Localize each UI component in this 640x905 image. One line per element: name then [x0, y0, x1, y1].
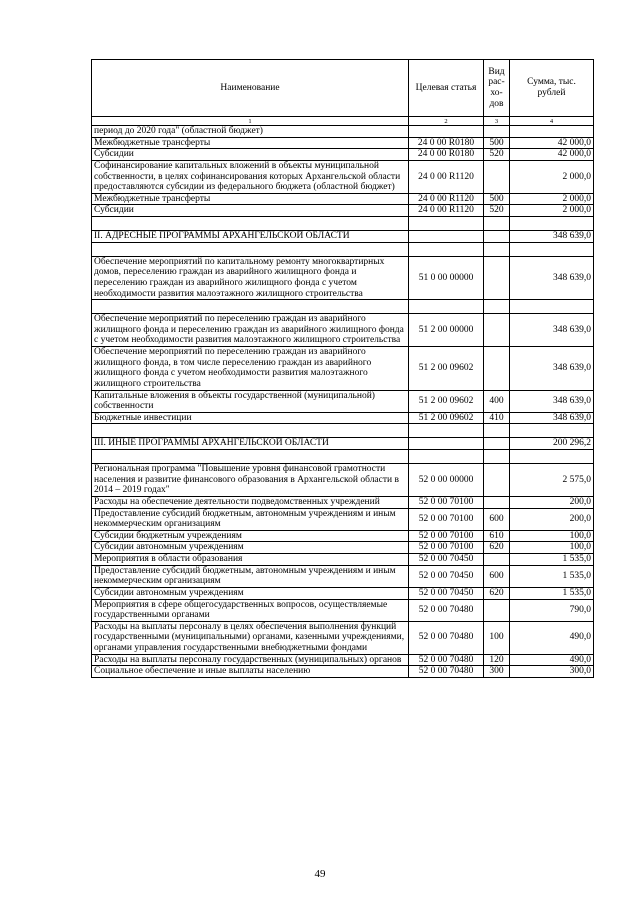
row-article	[409, 242, 484, 256]
row-name: Межбюджетные трансферты	[92, 193, 409, 205]
row-name	[92, 300, 409, 314]
row-name	[92, 217, 409, 231]
row-article	[409, 126, 484, 138]
table-row	[92, 496, 594, 508]
row-expense-type: 400	[484, 390, 510, 412]
row-article: 52 0 00 70450	[409, 554, 484, 566]
row-sum: 200,0	[510, 508, 594, 530]
row-expense-type: 620	[484, 587, 510, 599]
row-sum: 1 535,0	[510, 587, 594, 599]
row-sum: 42 000,0	[510, 137, 594, 149]
row-expense-type	[484, 231, 510, 243]
spacer-row	[92, 450, 594, 464]
row-name: Субсидии	[92, 149, 409, 161]
row-name	[92, 424, 409, 438]
row-expense-type: 620	[484, 542, 510, 554]
row-expense-type	[484, 256, 510, 300]
column-number: 2	[409, 117, 484, 126]
row-name	[92, 242, 409, 256]
table-row	[92, 542, 594, 554]
row-name: Региональная программа "Повышение уровня финансовой грамотности населения и развитие финансового образования в Архангельской области в 2014 – 2019 годах"	[92, 464, 409, 497]
row-expense-type: 120	[484, 654, 510, 666]
table-row	[92, 666, 594, 678]
row-article: 51 2 00 09602	[409, 347, 484, 391]
section-row	[92, 231, 594, 243]
row-sum: 200,0	[510, 496, 594, 508]
row-article	[409, 424, 484, 438]
row-article: 52 0 00 70100	[409, 542, 484, 554]
row-article: 52 0 00 70450	[409, 587, 484, 599]
row-expense-type: 600	[484, 565, 510, 587]
row-sum: 1 535,0	[510, 554, 594, 566]
row-article	[409, 450, 484, 464]
table-row	[92, 412, 594, 424]
row-name: Расходы на выплаты персоналу государственных (муниципальных) органов	[92, 654, 409, 666]
page-number: 49	[314, 868, 326, 880]
header-sum: Сумма, тыс. рублей	[510, 60, 594, 117]
row-sum	[510, 126, 594, 138]
row-expense-type	[484, 424, 510, 438]
row-name: Субсидии автономным учреждениям	[92, 587, 409, 599]
row-article: 24 0 00 R1120	[409, 205, 484, 217]
row-expense-type	[484, 160, 510, 193]
spacer-row	[92, 217, 594, 231]
row-article: 24 0 00 R1120	[409, 160, 484, 193]
row-article: 24 0 00 R0180	[409, 149, 484, 161]
row-sum: 790,0	[510, 599, 594, 621]
table-row	[92, 137, 594, 149]
row-article	[409, 217, 484, 231]
row-article: 51 0 00 00000	[409, 256, 484, 300]
row-sum: 200 296,2	[510, 438, 594, 450]
row-article	[409, 438, 484, 450]
row-article: 51 2 00 09602	[409, 390, 484, 412]
row-expense-type	[484, 438, 510, 450]
row-expense-type: 610	[484, 530, 510, 542]
row-name: Обеспечение мероприятий по переселению граждан из аварийного жилищного фонда, в том числе переселению граждан из аварийного жилищного фонда с учетом необходимости развития малоэтажного жилищного строительства	[92, 347, 409, 391]
spacer-row	[92, 242, 594, 256]
table-row	[92, 599, 594, 621]
row-name: Мероприятия в сфере общегосударственных вопросов, осуществляемые государственными органами	[92, 599, 409, 621]
row-name: III. ИНЫЕ ПРОГРАММЫ АРХАНГЕЛЬСКОЙ ОБЛАСТИ	[92, 438, 409, 450]
table-row	[92, 530, 594, 542]
row-sum: 300,0	[510, 666, 594, 678]
row-expense-type	[484, 450, 510, 464]
budget-table	[91, 59, 594, 678]
row-article: 52 0 00 70480	[409, 654, 484, 666]
row-expense-type	[484, 464, 510, 497]
row-expense-type	[484, 242, 510, 256]
row-sum: 100,0	[510, 530, 594, 542]
row-sum: 348 639,0	[510, 412, 594, 424]
row-article: 52 0 00 70100	[409, 530, 484, 542]
table-row	[92, 205, 594, 217]
row-name: Обеспечение мероприятий по капитальному ремонту многоквартирных домов, переселению граждан из аварийного жилищного фонда и переселению граждан из аварийного жилищного фонда с учетом необходимости развития малоэтажного жилищного строительства	[92, 256, 409, 300]
column-number: 1	[92, 117, 409, 126]
row-article: 52 0 00 00000	[409, 464, 484, 497]
row-name: II. АДРЕСНЫЕ ПРОГРАММЫ АРХАНГЕЛЬСКОЙ ОБЛАСТИ	[92, 231, 409, 243]
row-sum	[510, 300, 594, 314]
row-article: 52 0 00 70100	[409, 508, 484, 530]
row-expense-type: 300	[484, 666, 510, 678]
row-sum: 100,0	[510, 542, 594, 554]
row-expense-type: 500	[484, 137, 510, 149]
row-expense-type: 520	[484, 149, 510, 161]
row-sum: 2 575,0	[510, 464, 594, 497]
row-article: 51 2 00 09602	[409, 412, 484, 424]
row-name: Капитальные вложения в объекты государственной (муниципальной) собственности	[92, 390, 409, 412]
row-sum: 2 000,0	[510, 160, 594, 193]
row-article: 24 0 00 R0180	[409, 137, 484, 149]
row-name: Предоставление субсидий бюджетным, автономным учреждениям и иным некоммерческим организациям	[92, 565, 409, 587]
row-sum: 2 000,0	[510, 193, 594, 205]
row-name: Субсидии	[92, 205, 409, 217]
row-expense-type	[484, 126, 510, 138]
row-sum	[510, 242, 594, 256]
table-row	[92, 621, 594, 654]
row-expense-type: 100	[484, 621, 510, 654]
table-row	[92, 565, 594, 587]
table-row	[92, 160, 594, 193]
row-name: Расходы на выплаты персоналу в целях обеспечения выполнения функций государственными (муниципальными) органами, казенными учреждениями, органами управления государственными внебюджетными фондами	[92, 621, 409, 654]
table-row	[92, 193, 594, 205]
section-row	[92, 464, 594, 497]
row-sum: 2 000,0	[510, 205, 594, 217]
row-sum: 1 535,0	[510, 565, 594, 587]
row-expense-type	[484, 300, 510, 314]
table-row	[92, 126, 594, 138]
row-article: 52 0 00 70480	[409, 666, 484, 678]
row-name: Бюджетные инвестиции	[92, 412, 409, 424]
row-expense-type: 600	[484, 508, 510, 530]
row-article	[409, 231, 484, 243]
row-sum	[510, 217, 594, 231]
header-article: Целевая статья	[409, 60, 484, 117]
row-article: 52 0 00 70100	[409, 496, 484, 508]
row-sum: 348 639,0	[510, 390, 594, 412]
row-sum: 490,0	[510, 621, 594, 654]
table-row	[92, 554, 594, 566]
row-name: Социальное обеспечение и иные выплаты населению	[92, 666, 409, 678]
header-row	[92, 60, 594, 117]
row-article: 52 0 00 70480	[409, 621, 484, 654]
row-expense-type	[484, 314, 510, 347]
table-row	[92, 390, 594, 412]
row-sum: 348 639,0	[510, 314, 594, 347]
row-sum	[510, 450, 594, 464]
row-name: Субсидии бюджетным учреждениям	[92, 530, 409, 542]
row-expense-type: 520	[484, 205, 510, 217]
header-name: Наименование	[92, 60, 409, 117]
table-body	[92, 126, 594, 678]
row-name: период до 2020 года" (областной бюджет)	[92, 126, 409, 138]
row-name: Обеспечение мероприятий по переселению граждан из аварийного жилищного фонда и переселению граждан из аварийного жилищного фонда с учетом необходимости развития малоэтажного жилищного строительства	[92, 314, 409, 347]
row-article: 51 2 00 00000	[409, 314, 484, 347]
section-row	[92, 256, 594, 300]
row-expense-type	[484, 217, 510, 231]
row-article: 52 0 00 70450	[409, 565, 484, 587]
header-expense-type: Вид рас-хо-дов	[484, 60, 510, 117]
row-expense-type: 500	[484, 193, 510, 205]
row-sum: 348 639,0	[510, 256, 594, 300]
row-name	[92, 450, 409, 464]
row-sum: 42 000,0	[510, 149, 594, 161]
row-expense-type	[484, 554, 510, 566]
row-article: 24 0 00 R1120	[409, 193, 484, 205]
section-row	[92, 314, 594, 347]
column-number: 4	[510, 117, 594, 126]
row-expense-type	[484, 496, 510, 508]
section-row	[92, 438, 594, 450]
table-row	[92, 654, 594, 666]
row-expense-type: 410	[484, 412, 510, 424]
row-name: Субсидии автономным учреждениям	[92, 542, 409, 554]
row-name: Мероприятия в области образования	[92, 554, 409, 566]
row-name: Межбюджетные трансферты	[92, 137, 409, 149]
table-row	[92, 347, 594, 391]
table-row	[92, 508, 594, 530]
row-sum: 348 639,0	[510, 347, 594, 391]
row-article	[409, 300, 484, 314]
row-article: 52 0 00 70480	[409, 599, 484, 621]
row-sum: 348 639,0	[510, 231, 594, 243]
table-row	[92, 587, 594, 599]
row-sum: 490,0	[510, 654, 594, 666]
spacer-row	[92, 300, 594, 314]
column-number-row	[92, 117, 594, 126]
row-expense-type	[484, 347, 510, 391]
row-name: Предоставление субсидий бюджетным, автономным учреждениям и иным некоммерческим организациям	[92, 508, 409, 530]
row-name: Софинансирование капитальных вложений в объекты муниципальной собственности, в целях софинансирования которых Архангельской области предоставляются субсидии из федерального бюджета (областной бюджет)	[92, 160, 409, 193]
column-number: 3	[484, 117, 510, 126]
row-sum	[510, 424, 594, 438]
spacer-row	[92, 424, 594, 438]
row-expense-type	[484, 599, 510, 621]
table-row	[92, 149, 594, 161]
row-name: Расходы на обеспечение деятельности подведомственных учреждений	[92, 496, 409, 508]
